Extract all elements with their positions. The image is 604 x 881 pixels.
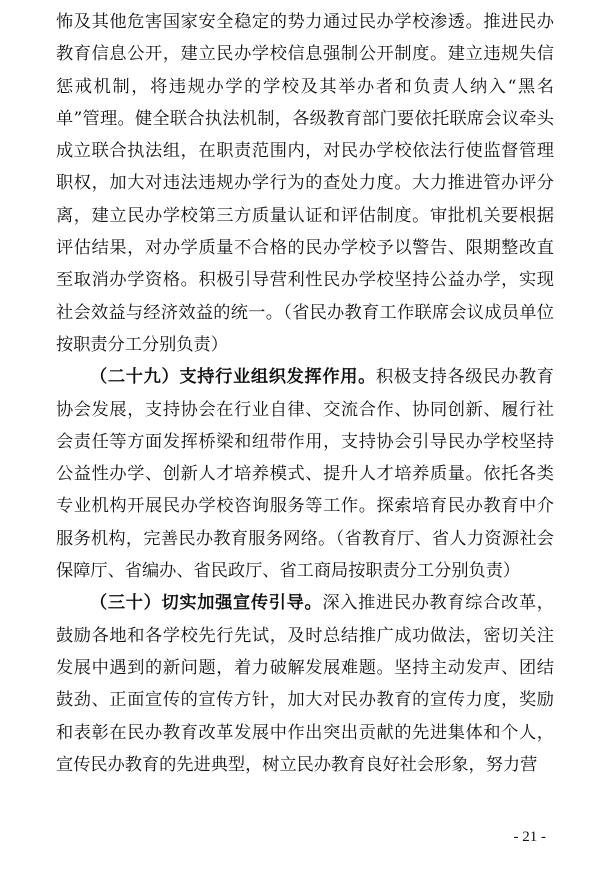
paragraph-body: 积极支持各级民办教育协会发展，支持协会在行业自律、交流合作、协同创新、履行社会责任等方面发挥桥梁和纽带作用，支持协会引导民办学校坚持公益性办学、创新人才培养模式、提升人才培养质量。依托各类专业机构开展民办学校咨询服务等工作。探索培育民办教育中介服务机构，完善民办教育服务网络。（省教育厅、省人力资源社会保障厅、省编办、省民政厅、省工商局按职责分工分别负责）	[56, 367, 554, 582]
paragraph-body: 怖及其他危害国家安全稳定的势力通过民办学校渗透。推进民办教育信息公开，建立民办学校信息强制公开制度。建立违规失信惩戒机制，将违规办学的学校及其举办者和负责人纳入“黑名单”管理。健全联合执法机制，各级教育部门要依托联席会议牵头成立联合执法组，在职责范围内，对民办学校依法行使监督管理职权，加大对违法违规办学行为的查处力度。大力推进管办评分离，建立民办学校第三方质量认证和评估制度。审批机关要根据评估结果，对办学质量不合格的民办学校予以警告、限期整改直至取消办学资格。积极引导营利性民办学校坚持公益办学，实现社会效益与经济效益的统一。（省民办教育工作联席会议成员单位按职责分工分别负责）	[56, 12, 554, 355]
paragraph-body: 深入推进民办教育综合改革，鼓励各地和各学校先行先试，及时总结推广成功做法，密切关注发展中遇到的新问题，着力破解发展难题。坚持主动发声、团结鼓劲、正面宣传的宣传方针，加大对民办教育的宣传力度，奖励和表彰在民办教育改革发展中作出突出贡献的先进集体和个人，宣传民办教育的先进典型，树立民办教育良好社会形象，努力营	[56, 593, 554, 775]
paragraph-continued	[56, 6, 554, 361]
paragraph-30	[56, 587, 554, 781]
paragraph-29	[56, 361, 554, 587]
section-heading-29: （二十九）支持行业组织发挥作用。	[90, 367, 376, 388]
section-heading-30: （三十）切实加强宣传引导。	[90, 593, 323, 614]
page-number: - 21 -	[513, 829, 546, 845]
